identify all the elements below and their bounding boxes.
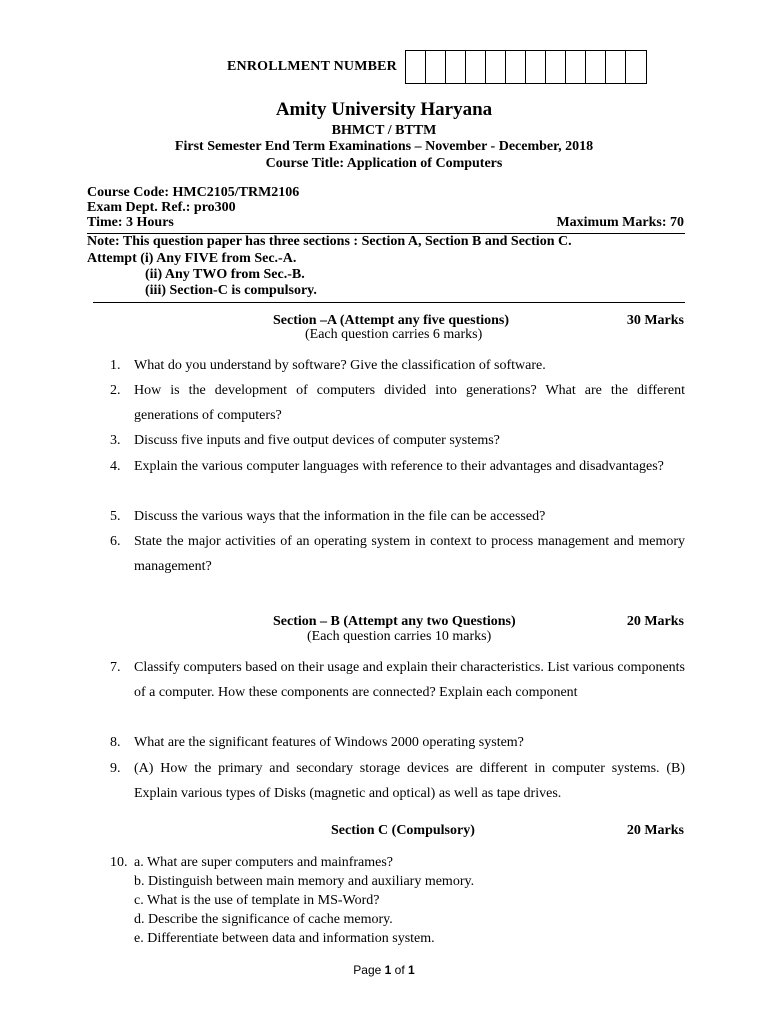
question-text: Classify computers based on their usage and explain their characteristics. List various components of a computer. How these components are connected? Explain each component	[134, 660, 685, 700]
enrollment-box	[566, 51, 586, 83]
of-word: of	[394, 963, 405, 977]
question-text: State the major activities of an operating system in context to process management and memory management?	[134, 534, 685, 574]
enrollment-box	[586, 51, 606, 83]
page-word: Page	[353, 963, 382, 977]
instructions-note: Note: This question paper has three sections : Section A, Section B and Section C.	[87, 234, 572, 249]
exam-time: Time: 3 Hours	[87, 215, 174, 230]
question	[110, 730, 685, 755]
section-a-marks: 30 Marks	[626, 313, 684, 328]
question	[110, 378, 685, 428]
max-marks: Maximum Marks: 70	[556, 215, 684, 230]
enrollment-box	[486, 51, 506, 83]
question-text: Discuss the various ways that the information in the file can be accessed?	[134, 509, 546, 524]
section-a-title: Section –A (Attempt any five questions)	[273, 313, 510, 328]
section-a-subtitle: (Each question carries 6 marks)	[305, 327, 483, 342]
enrollment-label: ENROLLMENT NUMBER	[227, 59, 397, 74]
question	[110, 529, 685, 579]
enrollment-box	[426, 51, 446, 83]
question	[110, 756, 685, 806]
question	[110, 655, 685, 705]
question	[110, 504, 685, 529]
enrollment-box	[406, 51, 426, 83]
question-text: What are the significant features of Windows 2000 operating system?	[134, 735, 524, 750]
question-number: 8.	[110, 735, 121, 750]
question-text: How is the development of computers divided into generations? What are the different generations of computers?	[134, 383, 685, 423]
programme: BHMCT / BTTM	[331, 123, 437, 138]
question-text: Explain the various computer languages with reference to their advantages and disadvantages?	[134, 459, 664, 474]
enrollment-box	[506, 51, 526, 83]
enrollment-box	[446, 51, 466, 83]
question	[110, 428, 685, 453]
instructions-attempt-ii: (ii) Any TWO from Sec.-B.	[145, 267, 305, 282]
question-part: e. Differentiate between data and information system.	[134, 931, 435, 946]
enrollment-box	[466, 51, 486, 83]
question-number: 7.	[110, 660, 121, 675]
dept-ref: Exam Dept. Ref.: pro300	[87, 200, 236, 215]
question-number: 10.	[110, 855, 128, 870]
page-footer	[0, 963, 768, 977]
question-number: 6.	[110, 534, 121, 549]
exam-title: First Semester End Term Examinations – November - December, 2018	[174, 139, 594, 154]
enrollment-number	[227, 50, 647, 84]
enrollment-box	[606, 51, 626, 83]
question-number: 4.	[110, 459, 121, 474]
course-title: Course Title: Application of Computers	[265, 156, 503, 171]
section-b-subtitle: (Each question carries 10 marks)	[307, 629, 492, 644]
question-text: Discuss five inputs and five output devices of computer systems?	[134, 433, 500, 448]
question-text: (A) How the primary and secondary storage devices are different in computer systems. (B) Explain various types of Disks (magnetic and optical) as well as tape drives.	[134, 761, 685, 801]
question-part: a. What are super computers and mainframes?	[134, 855, 394, 870]
enrollment-boxes	[405, 50, 647, 84]
question	[110, 853, 474, 948]
course-code: Course Code: HMC2105/TRM2106	[87, 185, 300, 200]
question	[110, 353, 685, 378]
question-number: 3.	[110, 433, 121, 448]
section-b-title: Section – B (Attempt any two Questions)	[273, 614, 516, 629]
question-part: d. Describe the significance of cache memory.	[134, 912, 393, 927]
question-number: 2.	[110, 383, 121, 398]
question-number: 5.	[110, 509, 121, 524]
section-c-marks: 20 Marks	[626, 823, 684, 838]
enrollment-box	[526, 51, 546, 83]
question-text: What do you understand by software? Give the classification of software.	[134, 358, 546, 373]
section-b-marks: 20 Marks	[626, 614, 684, 629]
question-part: c. What is the use of template in MS-Word?	[134, 893, 380, 908]
section-c-title: Section C (Compulsory)	[331, 823, 475, 838]
page-total: 1	[408, 963, 415, 977]
question-number: 1.	[110, 358, 121, 373]
question-number: 9.	[110, 761, 121, 776]
question	[110, 454, 685, 479]
university-name: Amity University Haryana	[275, 99, 493, 120]
enrollment-box	[626, 51, 646, 83]
enrollment-box	[546, 51, 566, 83]
page-number: 1	[384, 963, 392, 977]
instructions-attempt: Attempt (i) Any FIVE from Sec.-A.	[87, 251, 297, 266]
question-part: b. Distinguish between main memory and auxiliary memory.	[134, 874, 475, 889]
instructions-attempt-iii: (iii) Section-C is compulsory.	[145, 283, 317, 298]
divider	[93, 302, 685, 303]
